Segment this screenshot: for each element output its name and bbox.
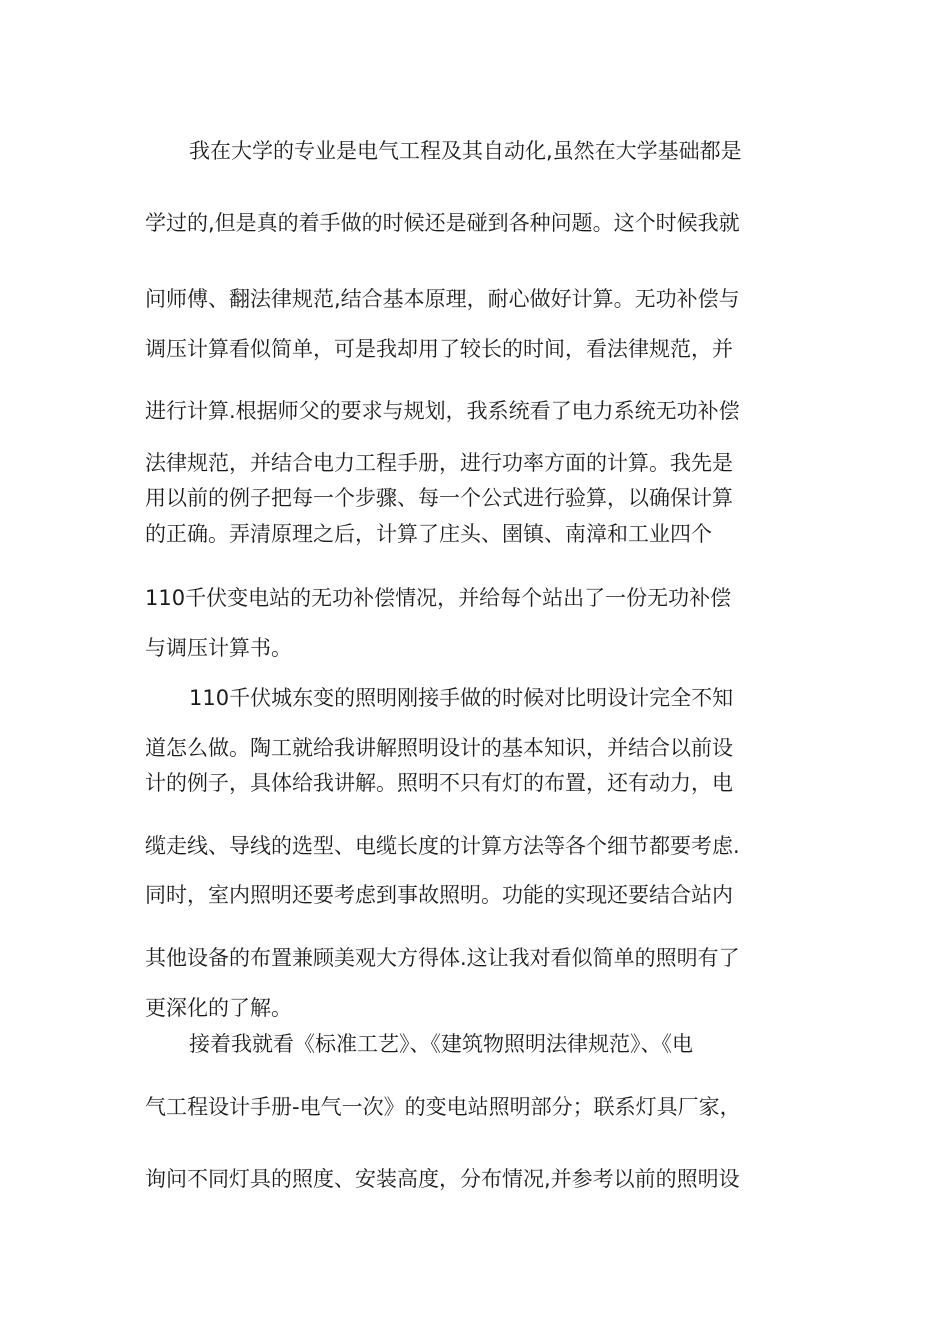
paragraph-1-line-2: 学过的,但是真的着手做的时候还是碰到各种问题。这个时候我就 (145, 211, 740, 235)
paragraph-1-line-4: 调压计算看似简单，可是我却用了较长的时间，看法律规范，并 (145, 337, 733, 361)
paragraph-1-line-3: 问师傅、翻法律规范,结合基本原理，耐心做好计算。无功补偿与 (145, 287, 740, 311)
paragraph-2-line-6: 其他设备的布置兼顾美观大方得体.这让我对看似简单的照明有了 (145, 946, 740, 970)
paragraph-2-line-3: 计的例子，具体给我讲解。照明不只有灯的布置，还有动力，电 (145, 771, 733, 795)
paragraph-3-line-2: 气工程设计手册-电气一次》的变电站照明部分；联系灯具厂家， (145, 1095, 741, 1119)
paragraph-2-line-5: 同时，室内照明还要考虑到事故照明。功能的实现还要结合站内 (145, 883, 733, 907)
paragraph-3-line-1: 接着我就看《标准工艺》、《建筑物照明法律规范》、《电 (189, 1032, 693, 1056)
paragraph-1-line-9: 110千伏变电站的无功补偿情况，并给每个站出了一份无功补偿 (145, 586, 732, 610)
paragraph-3-line-3: 询问不同灯具的照度、安装高度，分布情况,并参考以前的照明设 (145, 1167, 740, 1191)
paragraph-2-line-1: 110千伏城东变的照明刚接手做的时候对比明设计完全不知 (189, 686, 734, 710)
paragraph-1-line-10: 与调压计算书。 (145, 636, 292, 660)
paragraph-1-line-7: 用以前的例子把每一个步骤、每一个公式进行验算，以确保计算 (145, 486, 733, 510)
paragraph-1-line-5: 进行计算.根据师父的要求与规划，我系统看了电力系统无功补偿 (145, 399, 740, 423)
paragraph-1-line-8: 的正确。弄清原理之后，计算了庄头、圉镇、南漳和工业四个 (145, 522, 712, 546)
paragraph-1-line-6: 法律规范，并结合电力工程手册，进行功率方面的计算。我先是 (145, 451, 733, 475)
paragraph-2-line-2: 道怎么做。陶工就给我讲解照明设计的基本知识，并结合以前设 (145, 736, 733, 760)
paragraph-2-line-7: 更深化的了解。 (145, 996, 292, 1020)
paragraph-2-line-4: 缆走线、导线的选型、电缆长度的计算方法等各个细节都要考虑. (145, 834, 740, 858)
paragraph-1-line-1: 我在大学的专业是电气工程及其自动化,虽然在大学基础都是 (189, 139, 742, 163)
